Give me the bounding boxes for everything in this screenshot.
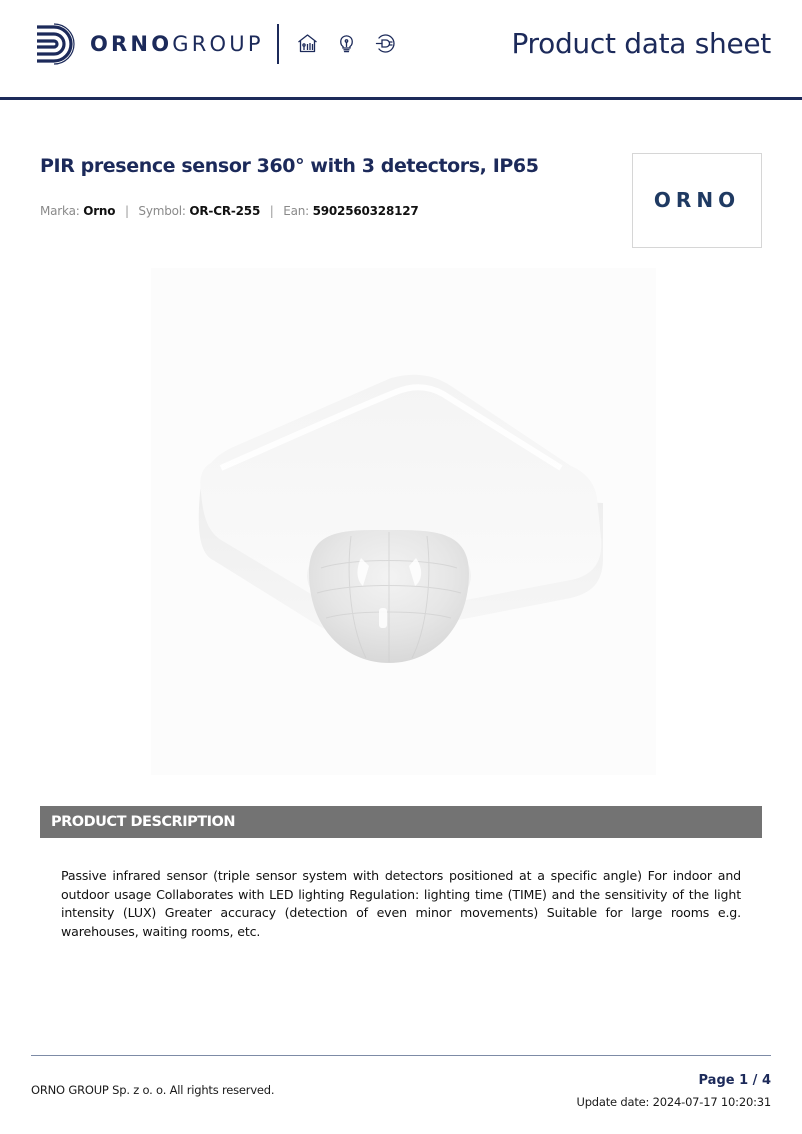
footer-rule xyxy=(31,1055,771,1056)
document-title: Product data sheet xyxy=(511,27,771,60)
smart-home-icon xyxy=(297,33,318,54)
copyright-text: ORNO GROUP Sp. z o. o. All rights reserved. xyxy=(31,1083,275,1097)
update-date: Update date: 2024-07-17 10:20:31 xyxy=(576,1095,771,1109)
orno-group-arcs-icon xyxy=(34,23,76,65)
product-meta xyxy=(40,203,419,219)
brand-logo-text: ORNO xyxy=(653,187,741,212)
meta-separator: | xyxy=(124,204,129,218)
brand-value: Orno xyxy=(83,204,116,218)
power-plug-icon xyxy=(375,33,396,54)
product-title: PIR presence sensor 360° with 3 detectors, IP65 xyxy=(40,155,539,177)
brand-label: Marka: xyxy=(40,204,80,218)
symbol-value: OR-CR-255 xyxy=(189,204,261,218)
product-image xyxy=(151,268,656,775)
product-description-header xyxy=(40,806,762,838)
page-number: Page 1 / 4 xyxy=(698,1073,771,1088)
category-icons xyxy=(297,33,396,54)
section-title: PRODUCT DESCRIPTION xyxy=(51,814,235,830)
logo-wordmark-orno: ORNO xyxy=(90,32,173,56)
orno-group-logo xyxy=(34,23,264,65)
pir-sensor-illustration xyxy=(151,268,656,775)
meta-separator: | xyxy=(269,204,274,218)
ean-label: Ean: xyxy=(283,204,309,218)
symbol-label: Symbol: xyxy=(138,204,186,218)
page-header xyxy=(0,0,802,101)
light-bulb-icon xyxy=(336,33,357,54)
brand-logo-box xyxy=(632,153,762,248)
header-divider xyxy=(277,24,279,64)
ean-value: 5902560328127 xyxy=(312,204,419,218)
header-rule xyxy=(0,97,802,100)
logo-wordmark xyxy=(90,23,264,65)
logo-wordmark-group: GROUP xyxy=(172,32,264,56)
product-description-text: Passive infrared sensor (triple sensor system with detectors positioned at a specific angle) For indoor and outdoor usage Collaborates with LED lighting Regulation: lighting time (TIME) and the sensitivity of the light intensity (LUX) Greater accuracy (detection of even minor movements) Suitable for large rooms e.g. warehouses, waiting rooms, etc. xyxy=(61,868,741,939)
